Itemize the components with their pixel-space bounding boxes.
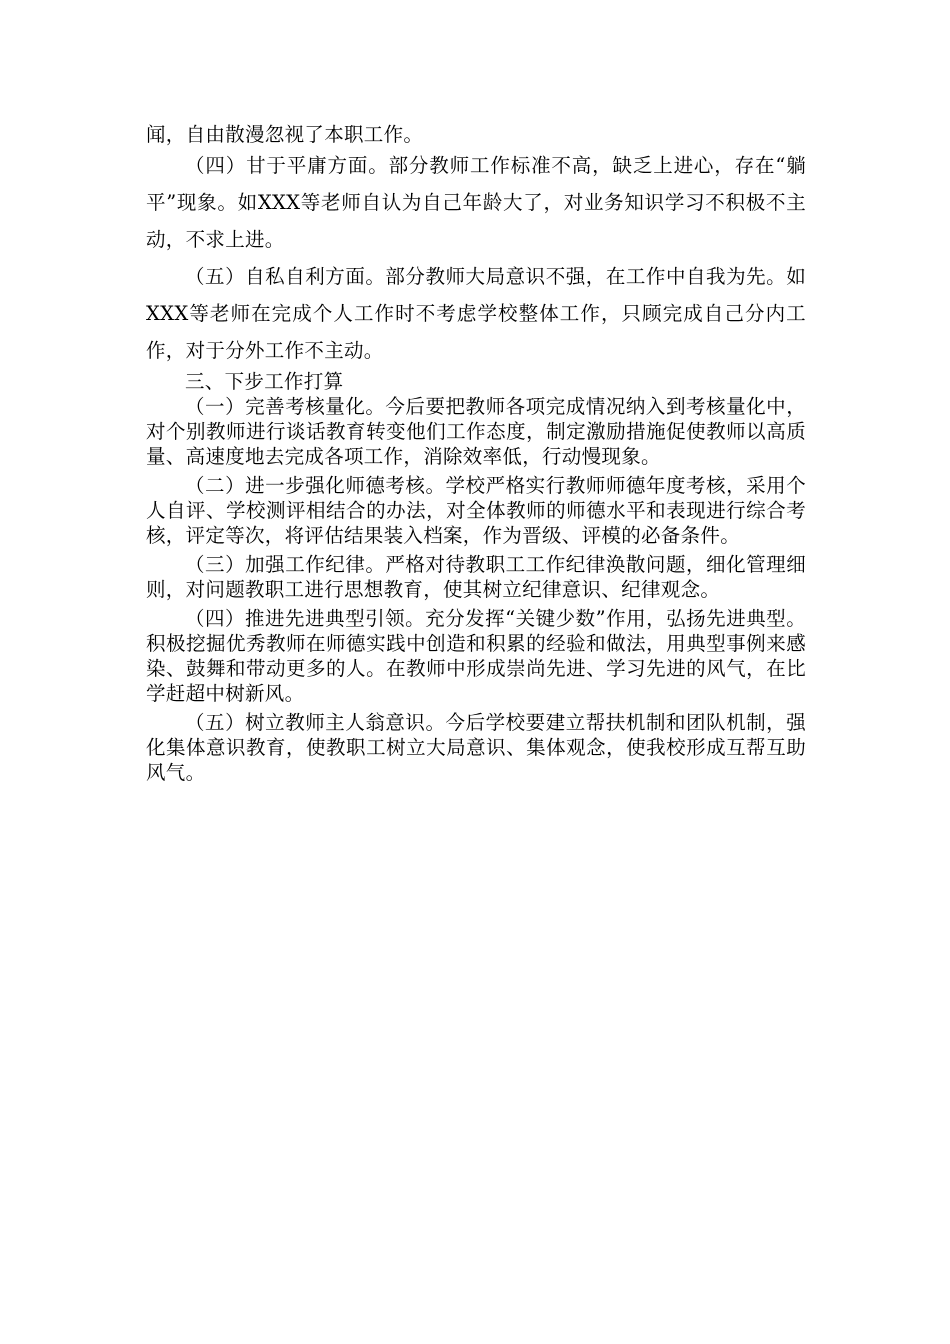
paragraph-plan-4: （四）推进先进典型引领。充分发挥“关键少数”作用，弘扬先进典型。积极挖掘优秀教师在师德实践中创造和积累的经验和做法，用典型事例来感染、鼓舞和带动更多的人。在教师中形成崇尚先进、学习先进的风气，在比学赶超中树新风。 [146,607,806,705]
section-heading-next-steps: 三、下步工作打算 [185,370,344,393]
paragraph-plan-3: （三）加强工作纪律。严格对待教职工工作纪律涣散问题，细化管理细则，对问题教职工进行思想教育，使其树立纪律意识、纪律观念。 [146,553,806,601]
paragraph-issue-5: （五）自私自利方面。部分教师大局意识不强，在工作中自我为先。如XXX等老师在完成个人工作时不考虑学校整体工作，只顾完成自己分内工作，对于分外工作不主动。 [146,265,806,362]
paragraph-plan-5: （五）树立教师主人翁意识。今后学校要建立帮扶机制和团队机制，强化集体意识教育，使教职工树立大局意识、集体观念，使我校形成互帮互助风气。 [146,711,806,784]
paragraph-issue-4: （四）甘于平庸方面。部分教师工作标准不高，缺乏上进心，存在“躺平”现象。如XXX等老师自认为自己年龄大了，对业务知识学习不积极不主动，不求上进。 [146,154,806,251]
document-page [146,122,806,785]
paragraph-plan-1: （一）完善考核量化。今后要把教师各项完成情况纳入到考核量化中，对个别教师进行谈话教育转变他们工作态度，制定激励措施促使教师以高质量、高速度地去完成各项工作，消除效率低，行动慢现象。 [146,395,806,468]
paragraph-continuation: 闻，自由散漫忽视了本职工作。 [146,123,424,146]
paragraph-plan-2: （二）进一步强化师德考核。学校严格实行教师师德年度考核，采用个人自评、学校测评相结合的办法，对全体教师的师德水平和表现进行综合考核，评定等次，将评估结果装入档案，作为晋级、评模的必备条件。 [146,474,806,547]
